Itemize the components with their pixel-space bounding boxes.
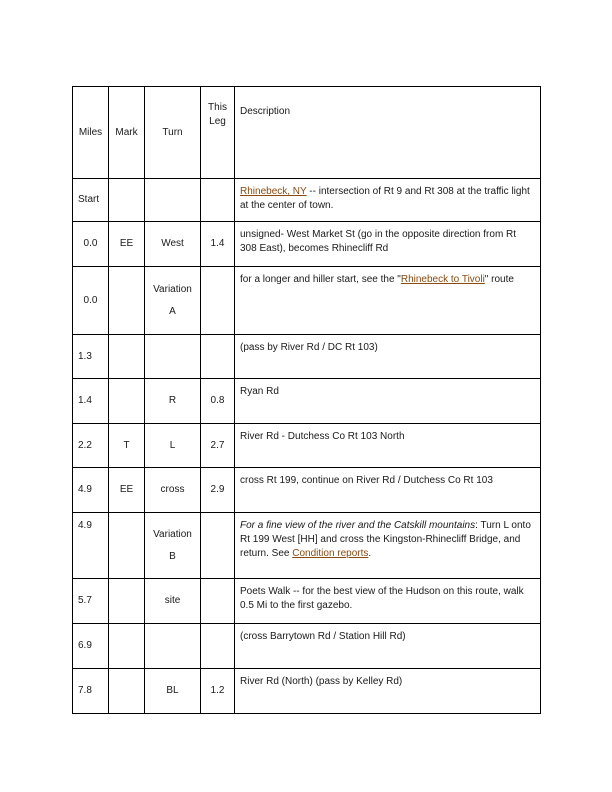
leg-cell xyxy=(201,335,235,379)
mark-cell: EE xyxy=(109,468,145,513)
description-text: " route xyxy=(484,274,514,285)
mark-cell xyxy=(109,335,145,379)
leg-cell xyxy=(201,579,235,624)
turn-cell: site xyxy=(145,579,201,624)
leg-cell xyxy=(201,179,235,222)
condition-reports-link[interactable]: Condition reports xyxy=(292,548,369,559)
table-row xyxy=(73,267,541,335)
leg-cell: 1.2 xyxy=(201,669,235,714)
miles-cell: 4.9 xyxy=(73,468,109,513)
description-cell xyxy=(235,513,541,579)
description-italic: For a fine view of the river and the Catskill mountains xyxy=(240,520,476,531)
table-row xyxy=(73,179,541,222)
description-cell xyxy=(235,179,541,222)
turn-cell: cross xyxy=(145,468,201,513)
header-leg-line1: This xyxy=(208,102,227,113)
description-cell: (pass by River Rd / DC Rt 103) xyxy=(235,335,541,379)
miles-cell: 6.9 xyxy=(73,624,109,669)
miles-cell: 0.0 xyxy=(73,222,109,267)
rhinebeck-to-tivoli-link[interactable]: Rhinebeck to Tivoli xyxy=(400,274,485,285)
miles-cell: 4.9 xyxy=(73,513,109,579)
description-text: . xyxy=(368,548,372,559)
turn-cell: West xyxy=(145,222,201,267)
miles-cell: 1.4 xyxy=(73,379,109,424)
turn-cell xyxy=(145,179,201,222)
description-cell: unsigned- West Market St (go in the opposite direction from Rt 308 East), becomes Rhinecliff Rd xyxy=(235,222,541,267)
miles-cell: Start xyxy=(73,179,109,222)
description-cell: (cross Barrytown Rd / Station Hill Rd) xyxy=(235,624,541,669)
turn-cell xyxy=(145,335,201,379)
header-row xyxy=(73,87,541,179)
table-row xyxy=(73,379,541,424)
mark-cell: T xyxy=(109,424,145,468)
turn-cell: L xyxy=(145,424,201,468)
description-text: : Turn L onto Rt 199 West [HH] and cross the Kingston-Rhinecliff Bridge, and return. See xyxy=(240,520,531,559)
leg-cell xyxy=(201,624,235,669)
description-text: for a longer and hiller start, see the " xyxy=(240,274,401,285)
header-leg-line2: Leg xyxy=(209,116,226,127)
turn-cell xyxy=(145,513,201,579)
leg-cell: 2.7 xyxy=(201,424,235,468)
turn-cell xyxy=(145,267,201,335)
variation-label: Variation xyxy=(153,528,192,540)
header-this-leg xyxy=(201,87,235,179)
table-row xyxy=(73,513,541,579)
leg-cell: 1.4 xyxy=(201,222,235,267)
leg-cell xyxy=(201,513,235,579)
turn-cell: BL xyxy=(145,669,201,714)
variation-letter: B xyxy=(169,550,176,562)
description-text: -- intersection of Rt 9 and Rt 308 at the traffic light at the center of town. xyxy=(240,186,530,211)
header-turn: Turn xyxy=(145,87,201,179)
variation-label: Variation xyxy=(153,283,192,295)
mark-cell xyxy=(109,624,145,669)
description-cell: River Rd (North) (pass by Kelley Rd) xyxy=(235,669,541,714)
miles-cell: 1.3 xyxy=(73,335,109,379)
turn-cell xyxy=(145,624,201,669)
mark-cell xyxy=(109,579,145,624)
mark-cell: EE xyxy=(109,222,145,267)
variation-letter: A xyxy=(169,305,176,317)
mark-cell xyxy=(109,379,145,424)
table-row xyxy=(73,624,541,669)
miles-cell: 2.2 xyxy=(73,424,109,468)
miles-cell: 7.8 xyxy=(73,669,109,714)
miles-cell: 0.0 xyxy=(73,267,109,335)
mark-cell xyxy=(109,513,145,579)
description-cell: Poets Walk -- for the best view of the Hudson on this route, walk 0.5 Mi to the first gazebo. xyxy=(235,579,541,624)
mark-cell xyxy=(109,669,145,714)
description-cell xyxy=(235,267,541,335)
description-cell: River Rd - Dutchess Co Rt 103 North xyxy=(235,424,541,468)
description-cell: cross Rt 199, continue on River Rd / Dutchess Co Rt 103 xyxy=(235,468,541,513)
description-cell: Ryan Rd xyxy=(235,379,541,424)
table-row xyxy=(73,669,541,714)
mark-cell xyxy=(109,179,145,222)
rhinebeck-link[interactable]: Rhinebeck, NY xyxy=(240,186,307,197)
header-description: Description xyxy=(235,87,541,179)
header-miles: Miles xyxy=(73,87,109,179)
leg-cell: 2.9 xyxy=(201,468,235,513)
miles-cell: 5.7 xyxy=(73,579,109,624)
leg-cell: 0.8 xyxy=(201,379,235,424)
turn-cell: R xyxy=(145,379,201,424)
table-row xyxy=(73,335,541,379)
table-row xyxy=(73,579,541,624)
mark-cell xyxy=(109,267,145,335)
table-row xyxy=(73,424,541,468)
table-row xyxy=(73,468,541,513)
leg-cell xyxy=(201,267,235,335)
header-mark: Mark xyxy=(109,87,145,179)
cue-sheet-table xyxy=(72,86,541,714)
table-row xyxy=(73,222,541,267)
